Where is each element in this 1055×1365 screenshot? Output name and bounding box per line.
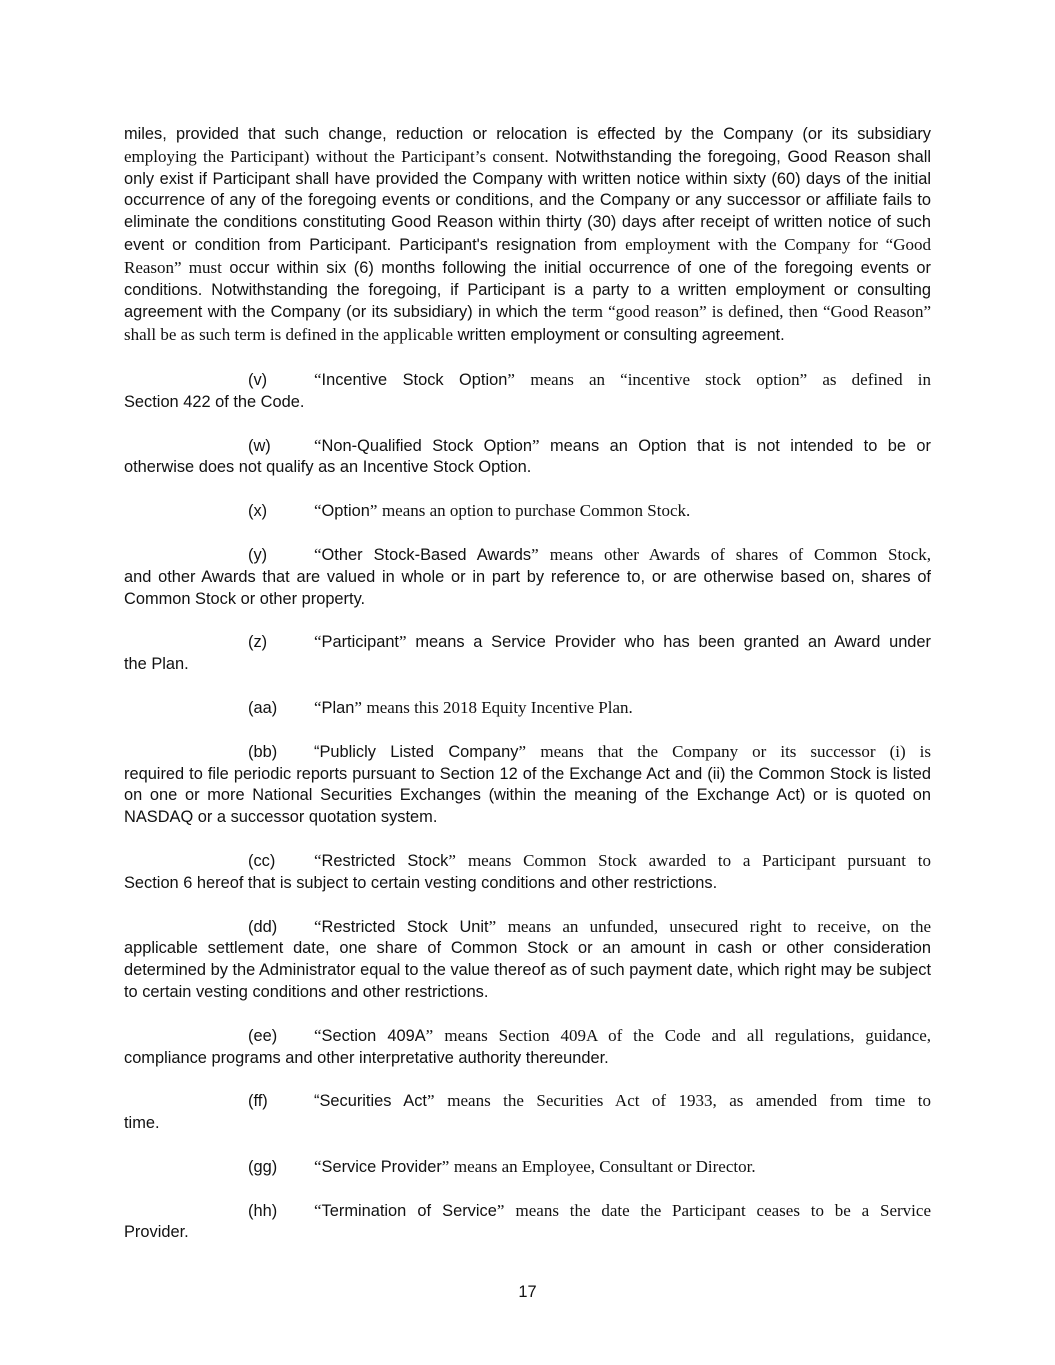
intro-line2-serif: employing the Participant) without the Participant’s consent. — [124, 146, 549, 166]
definition-letter: (w) — [248, 436, 271, 455]
open-quote: “ — [314, 697, 322, 717]
definition-letter: (ee) — [248, 1026, 278, 1045]
definition-securities-act — [124, 1090, 931, 1135]
definition-text: means an option to purchase Common Stock. — [381, 501, 691, 521]
definition-continuation: the Plan. — [124, 655, 189, 674]
definition-letter: (x) — [248, 502, 268, 521]
definition-term: Securities Act — [319, 1092, 427, 1111]
definition-publicly-listed-company — [124, 741, 931, 829]
definition-letter: (cc) — [248, 851, 276, 870]
definition-text: means a Service Provider who has been granted an Award under — [415, 633, 931, 652]
open-quote: “ — [314, 1200, 322, 1220]
definition-plan — [124, 697, 931, 720]
definition-term: Publicly Listed Company — [319, 742, 519, 761]
definition-text: means an Employee, Consultant or Director. — [453, 1156, 756, 1176]
open-quote: “ — [314, 1025, 322, 1045]
definition-letter: (bb) — [248, 742, 278, 761]
definition-term: Plan — [321, 698, 355, 717]
definition-restricted-stock — [124, 850, 931, 895]
good-reason-continuation — [124, 124, 931, 347]
definition-term: Restricted Stock — [321, 851, 449, 870]
close-quote: ” — [425, 1025, 434, 1045]
definition-text: means Common Stock awarded to a Participant pursuant to — [467, 850, 931, 870]
definition-continuation: required to file periodic reports pursuant to Section 12 of the Exchange Act and (ii) the Common Stock is listed on one or more National Securities Exchanges (within the meaning of the Exchange Act) or is quoted on NASDAQ or a successor quotation system. — [124, 764, 931, 827]
close-quote: ” — [399, 632, 407, 652]
definition-letter: (hh) — [248, 1201, 278, 1220]
definition-text: means that the Company or its successor (i) is — [540, 741, 931, 761]
close-quote: ” — [488, 916, 497, 936]
document-page — [124, 124, 931, 1265]
definition-continuation: Section 422 of the Code. — [124, 392, 305, 411]
definition-restricted-stock-unit — [124, 916, 931, 1004]
definition-term: Participant — [321, 633, 399, 652]
definition-service-provider — [124, 1156, 931, 1179]
close-quote: ” — [426, 1091, 435, 1111]
definition-term: Incentive Stock Option — [321, 370, 508, 389]
open-quote: “ — [314, 916, 322, 936]
intro-line2-rest: Notwithstanding the foregoing, Good Reason shall only exist if Participant shall have provided the Company with written notice within sixty (60) days of the initial occurrence of any of the foregoing events or conditions, and the Company or any successor or affiliate fails to eliminate the conditions constituting Good Reason within thirty (30) days after receipt of written notice of such event or condition from Participant. Participant's resignation from — [124, 147, 931, 254]
definition-option — [124, 500, 931, 523]
definition-letter: (y) — [248, 545, 268, 564]
definition-letter: (gg) — [248, 1157, 278, 1176]
definition-continuation: time. — [124, 1114, 160, 1133]
definition-continuation: Provider. — [124, 1223, 189, 1242]
definition-text: means Section 409A of the Code and all regulations, guidance, — [444, 1025, 931, 1045]
intro-line8-rest: occur within six (6) months following the initial occurrence of one of the foregoing events or conditions. Notwithstanding the foregoing, if Participant is a party to a written employment or consulting agreement with the Company (or its subsidiary) in which the — [124, 258, 931, 322]
definition-letter: (v) — [248, 370, 268, 389]
definition-term: Termination of Service — [321, 1201, 497, 1220]
open-quote: “ — [314, 1092, 320, 1111]
definition-term: Restricted Stock Unit — [321, 917, 489, 936]
intro-line1: miles, provided that such change, reduction or relocation is effected by the Company (or its subsidiary — [124, 125, 931, 143]
definition-term: Option — [321, 502, 370, 521]
definition-text: means the Securities Act of 1933, as amended from time to — [447, 1091, 932, 1111]
definition-text: means an Option that is not intended to be or — [549, 436, 932, 455]
definition-non-qualified-stock-option — [124, 435, 931, 480]
definition-participant — [124, 631, 931, 676]
definition-other-stock-based-awards — [124, 544, 931, 610]
definition-section-409a — [124, 1025, 931, 1070]
close-quote: ” — [448, 850, 456, 870]
definition-letter: (dd) — [248, 917, 278, 936]
definition-text: means an “incentive stock option” as defined in — [530, 369, 932, 389]
definition-continuation: Section 6 hereof that is subject to certain vesting conditions and other restrictions. — [124, 873, 718, 892]
open-quote: “ — [314, 544, 322, 564]
open-quote: “ — [314, 501, 322, 521]
definition-incentive-stock-option — [124, 369, 931, 414]
intro-line8-serif: employment with the Company for “Good Reason” must — [124, 234, 931, 277]
intro-line12: written employment or consulting agreement. — [457, 326, 785, 345]
definition-termination-of-service — [124, 1200, 931, 1245]
open-quote: “ — [314, 742, 320, 761]
close-quote: ” — [531, 435, 540, 455]
close-quote: ” — [531, 544, 539, 564]
definition-text: means the date the Participant ceases to be a Service — [515, 1200, 931, 1220]
open-quote: “ — [314, 1156, 322, 1176]
definition-term: Other Stock-Based Awards — [321, 545, 532, 564]
definition-continuation: and other Awards that are valued in whole or in part by reference to, or are otherwise based on, shares of Common Stock or other property. — [124, 567, 931, 608]
definition-text: means other Awards of shares of Common Stock, — [549, 544, 931, 564]
open-quote: “ — [314, 632, 322, 652]
definition-text: means this 2018 Equity Incentive Plan. — [366, 697, 633, 717]
intro-line11-serif: term “good reason” is defined, then “Good Reason” shall be as such term is defined in the applicable — [124, 302, 932, 345]
close-quote: ” — [354, 697, 362, 717]
definition-continuation: compliance programs and other interpretative authority thereunder. — [124, 1048, 609, 1067]
open-quote: “ — [314, 435, 322, 455]
definition-continuation: otherwise does not qualify as an Incentive Stock Option. — [124, 458, 532, 477]
definition-letter: (z) — [248, 633, 268, 652]
page-number: 17 — [518, 1283, 537, 1301]
close-quote: ” — [507, 369, 515, 389]
definition-term: Service Provider — [321, 1157, 442, 1176]
close-quote: ” — [518, 741, 527, 761]
definition-letter: (ff) — [248, 1092, 268, 1111]
definition-letter: (aa) — [248, 698, 278, 717]
close-quote: ” — [496, 1200, 505, 1220]
close-quote: ” — [441, 1156, 450, 1176]
definition-term: Non-Qualified Stock Option — [321, 436, 532, 455]
definition-text: means an unfunded, unsecured right to receive, on the — [507, 916, 931, 936]
definition-continuation: applicable settlement date, one share of Common Stock or an amount in cash or other consideration determined by the Administrator equal to the value thereof as of such payment date, which right may be subject to certain vesting conditions and other restrictions. — [124, 939, 931, 1001]
definition-term: Section 409A — [321, 1026, 426, 1045]
open-quote: “ — [314, 369, 322, 389]
open-quote: “ — [314, 850, 322, 870]
close-quote: ” — [369, 501, 378, 521]
